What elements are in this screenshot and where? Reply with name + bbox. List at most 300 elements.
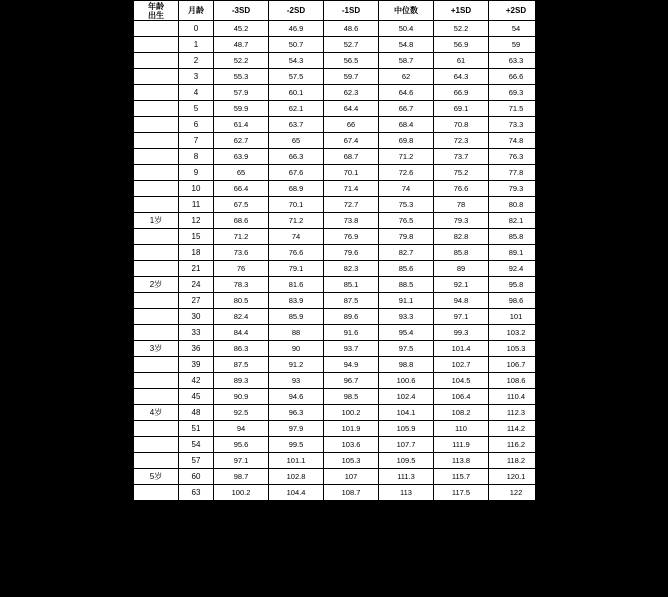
cell-minus2sd: 90 — [269, 341, 324, 357]
cell-age — [134, 117, 179, 133]
cell-minus1sd: 67.4 — [324, 133, 379, 149]
table-row — [134, 293, 599, 309]
cell-month: 4 — [179, 85, 214, 101]
cell-minus3sd: 100.2 — [214, 485, 269, 501]
cell-minus2sd: 99.5 — [269, 437, 324, 453]
column-header-minus3sd: -3SD — [214, 1, 269, 21]
cell-age — [134, 245, 179, 261]
cell-minus3sd: 103 — [214, 517, 269, 533]
cell-minus1sd: 96.7 — [324, 373, 379, 389]
cell-age — [134, 133, 179, 149]
cell-median: 69.8 — [379, 133, 434, 149]
table-row — [134, 549, 599, 565]
cell-minus2sd: 70.1 — [269, 197, 324, 213]
table-row — [134, 373, 599, 389]
cell-month: 15 — [179, 229, 214, 245]
cell-plus1sd: 66.9 — [434, 85, 489, 101]
cell-plus2sd: 80.8 — [489, 197, 544, 213]
table-row — [134, 37, 599, 53]
cell-plus1sd: 110 — [434, 421, 489, 437]
cell-plus2sd: 79.3 — [489, 181, 544, 197]
cell-minus1sd: 66 — [324, 117, 379, 133]
cell-minus2sd: 76.6 — [269, 245, 324, 261]
cell-month: 6 — [179, 117, 214, 133]
cell-month: 51 — [179, 421, 214, 437]
cell-minus1sd: 103.6 — [324, 437, 379, 453]
cell-minus2sd: 63.7 — [269, 117, 324, 133]
cell-plus1sd: 124 — [434, 549, 489, 565]
cell-plus3sd: 75.8 — [544, 117, 599, 133]
cell-age — [134, 197, 179, 213]
cell-minus3sd: 48.7 — [214, 37, 269, 53]
cell-plus3sd: 116.5 — [544, 405, 599, 421]
cell-minus3sd: 80.5 — [214, 293, 269, 309]
cell-plus1sd: 69.1 — [434, 101, 489, 117]
cell-plus1sd: 76.6 — [434, 181, 489, 197]
cell-plus3sd: 105 — [544, 309, 599, 325]
cell-median: 76.5 — [379, 213, 434, 229]
cell-month: 11 — [179, 197, 214, 213]
cell-median: 91.1 — [379, 293, 434, 309]
cell-minus3sd: 89.3 — [214, 373, 269, 389]
cell-minus1sd: 117.4 — [324, 581, 379, 597]
cell-minus3sd: 92.5 — [214, 405, 269, 421]
cell-month: 54 — [179, 437, 214, 453]
cell-plus3sd: 114.6 — [544, 389, 599, 405]
cell-age — [134, 453, 179, 469]
cell-plus3sd: 107.2 — [544, 325, 599, 341]
table-row — [134, 277, 599, 293]
cell-plus1sd: 113.8 — [434, 453, 489, 469]
cell-plus1sd: 122.4 — [434, 533, 489, 549]
cell-median: 97.5 — [379, 341, 434, 357]
cell-minus2sd: 79.1 — [269, 261, 324, 277]
cell-plus1sd: 78 — [434, 197, 489, 213]
table-row — [134, 341, 599, 357]
cell-plus3sd: 112.7 — [544, 373, 599, 389]
cell-minus3sd: 105.3 — [214, 549, 269, 565]
cell-month: 7 — [179, 133, 214, 149]
cell-plus1sd: 64.3 — [434, 69, 489, 85]
cell-minus2sd: 101.1 — [269, 453, 324, 469]
cell-plus1sd: 108.2 — [434, 405, 489, 421]
cell-minus3sd: 104.1 — [214, 533, 269, 549]
cell-month: 75 — [179, 549, 214, 565]
cell-minus2sd: 107.3 — [269, 517, 324, 533]
cell-plus3sd: 73.9 — [544, 101, 599, 117]
cell-minus3sd: 90.9 — [214, 389, 269, 405]
cell-minus3sd: 87.5 — [214, 357, 269, 373]
cell-month: 18 — [179, 245, 214, 261]
cell-median: 66.7 — [379, 101, 434, 117]
cell-median: 50.4 — [379, 21, 434, 37]
cell-month: 81 — [179, 581, 214, 597]
cell-plus1sd: 94.8 — [434, 293, 489, 309]
cell-plus1sd: 127.3 — [434, 581, 489, 597]
table-row — [134, 469, 599, 485]
cell-minus2sd: 104.4 — [269, 485, 324, 501]
table-row — [134, 325, 599, 341]
cell-minus3sd: 45.2 — [214, 21, 269, 37]
cell-plus2sd: 54 — [489, 21, 544, 37]
table-row — [134, 213, 599, 229]
column-header-plus3sd: +3SD — [544, 1, 599, 21]
cell-month: 3 — [179, 69, 214, 85]
cell-plus3sd: 82.1 — [544, 181, 599, 197]
cell-plus3sd: 110.7 — [544, 357, 599, 373]
cell-age — [134, 325, 179, 341]
cell-month: 10 — [179, 181, 214, 197]
cell-plus3sd: 120.6 — [544, 437, 599, 453]
cell-age — [134, 437, 179, 453]
cell-plus3sd: 69 — [544, 69, 599, 85]
cell-minus2sd: 60.1 — [269, 85, 324, 101]
cell-median: 109.5 — [379, 453, 434, 469]
table-row — [134, 309, 599, 325]
cell-median: 104.1 — [379, 405, 434, 421]
cell-plus2sd: 103.2 — [489, 325, 544, 341]
cell-median: 116.3 — [379, 517, 434, 533]
cell-minus3sd: 95.6 — [214, 437, 269, 453]
cell-median: 111.3 — [379, 469, 434, 485]
cell-plus3sd: 95.9 — [544, 261, 599, 277]
cell-plus1sd: 97.1 — [434, 309, 489, 325]
cell-plus1sd: 101.4 — [434, 341, 489, 357]
table-row — [134, 53, 599, 69]
cell-age — [134, 149, 179, 165]
cell-month: 72 — [179, 533, 214, 549]
cell-median: 113 — [379, 485, 434, 501]
cell-age — [134, 101, 179, 117]
cell-month: 30 — [179, 309, 214, 325]
cell-minus3sd: 106.5 — [214, 565, 269, 581]
cell-minus3sd: 107.9 — [214, 581, 269, 597]
cell-plus2sd: 108.6 — [489, 373, 544, 389]
cell-plus3sd: 130.4 — [544, 517, 599, 533]
cell-minus3sd: 76 — [214, 261, 269, 277]
cell-median: 98.8 — [379, 357, 434, 373]
cell-month: 63 — [179, 485, 214, 501]
cell-median: 72.6 — [379, 165, 434, 181]
column-header-minus2sd: -2SD — [269, 1, 324, 21]
cell-minus2sd: 108.6 — [269, 533, 324, 549]
table-body — [134, 21, 599, 597]
cell-age — [134, 357, 179, 373]
cell-age — [134, 421, 179, 437]
cell-age — [134, 229, 179, 245]
column-header-month: 月龄 — [179, 1, 214, 21]
cell-age — [134, 53, 179, 69]
cell-minus1sd: 59.7 — [324, 69, 379, 85]
cell-month: 0 — [179, 21, 214, 37]
cell-age — [134, 581, 179, 597]
table-row — [134, 149, 599, 165]
cell-plus2sd: 71.5 — [489, 101, 544, 117]
cell-month: 60 — [179, 469, 214, 485]
cell-month: 9 — [179, 165, 214, 181]
cell-plus1sd: 125.6 — [434, 565, 489, 581]
cell-minus1sd: 48.6 — [324, 21, 379, 37]
cell-minus2sd: 81.6 — [269, 277, 324, 293]
cell-month: 8 — [179, 149, 214, 165]
cell-minus1sd: 71.4 — [324, 181, 379, 197]
cell-plus3sd: 122.6 — [544, 453, 599, 469]
cell-minus2sd: 46.9 — [269, 21, 324, 37]
cell-plus1sd: 102.7 — [434, 357, 489, 373]
cell-plus2sd: 114.2 — [489, 421, 544, 437]
cell-plus2sd: 73.3 — [489, 117, 544, 133]
cell-month: 21 — [179, 261, 214, 277]
cell-minus2sd: 91.2 — [269, 357, 324, 373]
cell-median: 100.6 — [379, 373, 434, 389]
cell-median: 114.7 — [379, 501, 434, 517]
cell-median: 85.6 — [379, 261, 434, 277]
table-row — [134, 565, 599, 581]
cell-plus2sd: 76.3 — [489, 149, 544, 165]
table-row — [134, 421, 599, 437]
table-row — [134, 485, 599, 501]
cell-minus3sd: 97.1 — [214, 453, 269, 469]
cell-plus2sd: 69.3 — [489, 85, 544, 101]
cell-minus3sd: 71.2 — [214, 229, 269, 245]
cell-minus2sd: 88 — [269, 325, 324, 341]
cell-minus2sd: 68.9 — [269, 181, 324, 197]
table-row — [134, 133, 599, 149]
cell-month: 45 — [179, 389, 214, 405]
cell-median: 102.4 — [379, 389, 434, 405]
cell-minus2sd: 112.6 — [269, 581, 324, 597]
cell-minus1sd: 79.6 — [324, 245, 379, 261]
cell-minus2sd: 105.9 — [269, 501, 324, 517]
cell-minus2sd: 54.3 — [269, 53, 324, 69]
cell-plus3sd: 92.4 — [544, 245, 599, 261]
cell-plus2sd: 122 — [489, 485, 544, 501]
cell-minus1sd: 94.9 — [324, 357, 379, 373]
cell-age — [134, 309, 179, 325]
cell-minus2sd: 66.3 — [269, 149, 324, 165]
table-row — [134, 117, 599, 133]
cell-plus1sd: 82.8 — [434, 229, 489, 245]
cell-age — [134, 485, 179, 501]
cell-median: 82.7 — [379, 245, 434, 261]
cell-age: 5岁 — [134, 469, 179, 485]
cell-median: 58.7 — [379, 53, 434, 69]
cell-plus3sd: 78.9 — [544, 149, 599, 165]
table-row — [134, 533, 599, 549]
cell-minus1sd: 91.6 — [324, 325, 379, 341]
table-row — [134, 357, 599, 373]
cell-median: 119.2 — [379, 549, 434, 565]
cell-minus1sd: 82.3 — [324, 261, 379, 277]
cell-minus3sd: 61.4 — [214, 117, 269, 133]
cell-plus3sd: 137.6 — [544, 581, 599, 597]
cell-minus1sd: 72.7 — [324, 197, 379, 213]
cell-plus1sd: 115.7 — [434, 469, 489, 485]
cell-median: 71.2 — [379, 149, 434, 165]
cell-plus1sd: 119.2 — [434, 501, 489, 517]
cell-month: 69 — [179, 517, 214, 533]
cell-age — [134, 501, 179, 517]
cell-minus1sd: 52.7 — [324, 37, 379, 53]
cell-plus1sd: 89 — [434, 261, 489, 277]
cell-plus2sd: 130.5 — [489, 565, 544, 581]
cell-median: 120.7 — [379, 565, 434, 581]
cell-month: 48 — [179, 405, 214, 421]
document-sheet — [133, 0, 582, 593]
cell-month: 66 — [179, 501, 214, 517]
cell-month: 57 — [179, 453, 214, 469]
table-row — [134, 245, 599, 261]
cell-plus2sd: 59 — [489, 37, 544, 53]
cell-plus1sd: 120.9 — [434, 517, 489, 533]
cell-minus2sd: 111.1 — [269, 565, 324, 581]
cell-minus1sd: 76.9 — [324, 229, 379, 245]
cell-month: 78 — [179, 565, 214, 581]
cell-median: 68.4 — [379, 117, 434, 133]
cell-age — [134, 261, 179, 277]
table-row — [134, 389, 599, 405]
cell-minus1sd: 73.8 — [324, 213, 379, 229]
cell-median: 54.8 — [379, 37, 434, 53]
cell-median: 122.3 — [379, 581, 434, 597]
cell-minus2sd: 83.9 — [269, 293, 324, 309]
cell-plus1sd: 70.8 — [434, 117, 489, 133]
cell-plus2sd: 63.3 — [489, 53, 544, 69]
table-row — [134, 21, 599, 37]
cell-median: 117.7 — [379, 533, 434, 549]
cell-plus1sd: 61 — [434, 53, 489, 69]
cell-plus3sd: 77.4 — [544, 133, 599, 149]
cell-age — [134, 69, 179, 85]
table-row — [134, 501, 599, 517]
cell-minus3sd: 66.4 — [214, 181, 269, 197]
cell-minus3sd: 73.6 — [214, 245, 269, 261]
cell-plus2sd: 118.2 — [489, 453, 544, 469]
cell-month: 12 — [179, 213, 214, 229]
column-header-age-line1: 年龄 — [148, 2, 164, 11]
cell-minus1sd: 100.2 — [324, 405, 379, 421]
cell-plus1sd: 85.8 — [434, 245, 489, 261]
cell-plus1sd: 92.1 — [434, 277, 489, 293]
cell-minus3sd: 57.9 — [214, 85, 269, 101]
cell-plus1sd: 56.9 — [434, 37, 489, 53]
cell-minus2sd: 62.1 — [269, 101, 324, 117]
cell-plus1sd: 104.5 — [434, 373, 489, 389]
table-row — [134, 85, 599, 101]
cell-minus3sd: 98.7 — [214, 469, 269, 485]
cell-minus2sd: 50.7 — [269, 37, 324, 53]
cell-age — [134, 37, 179, 53]
cell-plus3sd: 80.5 — [544, 165, 599, 181]
cell-plus2sd: 85.8 — [489, 229, 544, 245]
cell-median: 93.3 — [379, 309, 434, 325]
cell-minus2sd: 94.6 — [269, 389, 324, 405]
column-header-median: 中位数 — [379, 1, 434, 21]
cell-minus1sd: 108.7 — [324, 485, 379, 501]
cell-median: 105.9 — [379, 421, 434, 437]
cell-plus3sd: 55.8 — [544, 21, 599, 37]
cell-minus1sd: 105.3 — [324, 453, 379, 469]
cell-plus3sd: 99.5 — [544, 277, 599, 293]
table-row — [134, 69, 599, 85]
cell-month: 1 — [179, 37, 214, 53]
cell-minus3sd: 65 — [214, 165, 269, 181]
table-row — [134, 181, 599, 197]
cell-month: 5 — [179, 101, 214, 117]
cell-plus2sd: 112.3 — [489, 405, 544, 421]
cell-age — [134, 565, 179, 581]
cell-month: 39 — [179, 357, 214, 373]
cell-plus1sd: 99.3 — [434, 325, 489, 341]
cell-minus3sd: 59.9 — [214, 101, 269, 117]
cell-month: 42 — [179, 373, 214, 389]
cell-minus2sd: 57.5 — [269, 69, 324, 85]
cell-minus1sd: 93.7 — [324, 341, 379, 357]
table-header-row — [134, 1, 599, 21]
cell-age — [134, 165, 179, 181]
cell-plus3sd: 85 — [544, 213, 599, 229]
column-header-age-line2: 出生 — [148, 11, 164, 20]
cell-plus1sd: 111.9 — [434, 437, 489, 453]
cell-plus3sd: 126.7 — [544, 485, 599, 501]
column-header-plus1sd: +1SD — [434, 1, 489, 21]
cell-plus2sd: 95.8 — [489, 277, 544, 293]
cell-minus1sd: 114.4 — [324, 549, 379, 565]
cell-month: 36 — [179, 341, 214, 357]
cell-plus2sd: 74.8 — [489, 133, 544, 149]
cell-plus1sd: 75.2 — [434, 165, 489, 181]
cell-plus2sd: 110.4 — [489, 389, 544, 405]
cell-age — [134, 293, 179, 309]
cell-minus1sd: 62.3 — [324, 85, 379, 101]
cell-plus2sd: 116.2 — [489, 437, 544, 453]
cell-plus3sd: 132.1 — [544, 533, 599, 549]
cell-age — [134, 85, 179, 101]
cell-plus2sd: 125.6 — [489, 517, 544, 533]
cell-plus3sd: 135.6 — [544, 565, 599, 581]
cell-minus1sd: 87.5 — [324, 293, 379, 309]
table-row — [134, 453, 599, 469]
table-row — [134, 261, 599, 277]
cell-minus2sd: 102.8 — [269, 469, 324, 485]
column-header-age — [134, 1, 179, 21]
cell-age: 1岁 — [134, 213, 179, 229]
cell-plus1sd: 72.3 — [434, 133, 489, 149]
cell-plus2sd: 123.8 — [489, 501, 544, 517]
cell-minus1sd: 68.7 — [324, 149, 379, 165]
cell-age — [134, 517, 179, 533]
table-row — [134, 101, 599, 117]
cell-age — [134, 373, 179, 389]
cell-minus2sd: 74 — [269, 229, 324, 245]
cell-month: 27 — [179, 293, 214, 309]
cell-age — [134, 389, 179, 405]
table-row — [134, 437, 599, 453]
cell-age: 6岁 — [134, 533, 179, 549]
table-row — [134, 405, 599, 421]
cell-month: 24 — [179, 277, 214, 293]
cell-age: 2岁 — [134, 277, 179, 293]
cell-plus2sd: 105.3 — [489, 341, 544, 357]
cell-minus1sd: 107 — [324, 469, 379, 485]
cell-plus3sd: 124.7 — [544, 469, 599, 485]
cell-plus2sd: 92.4 — [489, 261, 544, 277]
cell-minus3sd: 82.4 — [214, 309, 269, 325]
cell-minus3sd: 68.6 — [214, 213, 269, 229]
cell-plus3sd: 133.8 — [544, 549, 599, 565]
column-header-minus1sd: -1SD — [324, 1, 379, 21]
cell-month: 2 — [179, 53, 214, 69]
